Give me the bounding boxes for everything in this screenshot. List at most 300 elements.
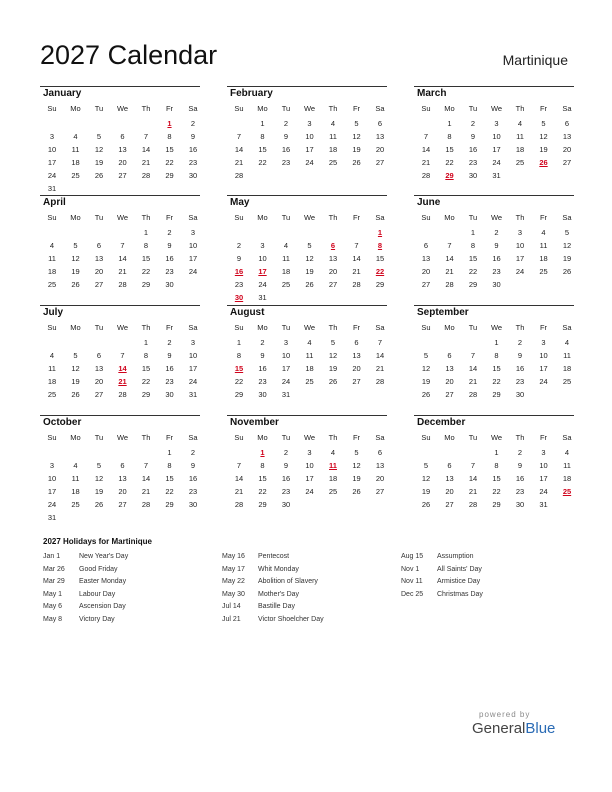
date-cell: 14 xyxy=(118,254,127,263)
holiday-entry xyxy=(222,590,299,600)
date-cell: 28 xyxy=(468,500,478,509)
weekday-header: We xyxy=(116,104,129,113)
weekday-header: Sa xyxy=(188,104,198,113)
month-divider xyxy=(227,415,387,416)
weekday-header: We xyxy=(116,433,129,442)
weekday-header: Su xyxy=(234,433,244,442)
date-cell: 16 xyxy=(515,474,525,483)
holiday-entry xyxy=(222,577,318,587)
date-cell: 22 xyxy=(492,377,501,386)
weekday-header: Fr xyxy=(539,433,548,442)
holiday-date: 1 xyxy=(167,119,172,128)
date-cell: 3 xyxy=(307,119,312,128)
date-cell: 19 xyxy=(562,254,572,263)
date-cell: 27 xyxy=(445,500,454,509)
date-cell: 14 xyxy=(468,474,478,483)
date-cell: 12 xyxy=(352,132,361,141)
date-cell: 22 xyxy=(468,267,478,276)
date-cell: 6 xyxy=(447,351,452,360)
date-cell: 9 xyxy=(517,461,523,470)
date-cell: 9 xyxy=(260,351,265,360)
date-cell: 20 xyxy=(352,364,361,373)
date-cell: 1 xyxy=(167,448,172,457)
date-cell: 7 xyxy=(143,461,149,470)
date-cell: 2 xyxy=(260,338,265,347)
date-cell: 25 xyxy=(305,377,314,386)
date-cell: 22 xyxy=(165,158,174,167)
date-cell: 16 xyxy=(492,254,501,263)
weekday-header: Su xyxy=(234,104,244,113)
weekday-header: Mo xyxy=(444,213,455,222)
month-divider xyxy=(40,415,200,416)
date-cell: 29 xyxy=(468,280,478,289)
date-cell: 11 xyxy=(563,461,571,470)
date-cell: 19 xyxy=(352,145,361,154)
date-cell: 11 xyxy=(71,474,80,483)
date-cell: 10 xyxy=(258,254,267,263)
holiday-entry-date: Jan 1 xyxy=(43,553,61,560)
month-divider xyxy=(227,86,387,87)
date-cell: 12 xyxy=(352,461,361,470)
date-cell: 20 xyxy=(375,474,385,483)
weekday-header: Fr xyxy=(539,323,548,332)
date-cell: 12 xyxy=(421,364,431,373)
date-cell: 21 xyxy=(468,377,478,386)
date-cell: 13 xyxy=(375,461,385,470)
date-cell: 12 xyxy=(305,254,314,263)
holiday-entry xyxy=(222,615,324,625)
weekday-header: Tu xyxy=(94,104,104,113)
date-cell: 31 xyxy=(47,184,57,193)
date-cell: 19 xyxy=(71,267,80,276)
date-cell: 20 xyxy=(421,267,431,276)
date-cell: 23 xyxy=(234,280,244,289)
month-divider xyxy=(40,195,200,196)
date-cell: 23 xyxy=(165,267,174,276)
date-cell: 30 xyxy=(258,390,267,399)
date-cell: 11 xyxy=(282,254,290,263)
date-cell: 10 xyxy=(47,145,57,154)
date-cell: 3 xyxy=(49,461,55,470)
holiday-entry xyxy=(222,565,299,575)
date-cell: 10 xyxy=(539,351,548,360)
holiday-entry-name: Armistice Day xyxy=(437,578,481,586)
date-cell: 9 xyxy=(190,132,196,141)
date-cell: 16 xyxy=(515,364,525,373)
holiday-entry-name: Mother's Day xyxy=(258,590,300,598)
date-cell: 5 xyxy=(330,338,336,347)
weekday-header: Fr xyxy=(352,213,361,222)
date-cell: 24 xyxy=(47,500,57,509)
date-cell: 4 xyxy=(564,448,570,457)
holiday-entry-name: New Year's Day xyxy=(79,553,129,560)
holiday-entry-name: Victory Day xyxy=(79,616,115,623)
date-cell: 13 xyxy=(562,132,572,141)
date-cell: 29 xyxy=(258,500,267,509)
date-cell: 24 xyxy=(539,377,548,386)
weekday-header: We xyxy=(303,213,316,222)
date-cell: 30 xyxy=(165,280,174,289)
month-name: December xyxy=(417,417,466,428)
holiday-entry-name: Pentecost xyxy=(258,553,290,560)
date-cell: 18 xyxy=(47,377,57,386)
holiday-entry-date: Aug 15 xyxy=(401,553,424,560)
date-cell: 19 xyxy=(94,487,104,496)
date-cell: 25 xyxy=(281,280,291,289)
date-cell: 15 xyxy=(141,364,151,373)
date-cell: 19 xyxy=(352,474,361,483)
date-cell: 29 xyxy=(165,171,174,180)
date-cell: 7 xyxy=(120,241,125,250)
weekday-header: Fr xyxy=(165,433,174,442)
weekday-header: Sa xyxy=(562,433,572,442)
date-cell: 11 xyxy=(71,145,80,154)
date-cell: 1 xyxy=(260,119,265,128)
date-cell: 8 xyxy=(236,351,242,360)
holiday-entry xyxy=(401,565,482,575)
weekday-header: Su xyxy=(47,323,57,332)
month-divider xyxy=(40,305,200,306)
date-cell: 2 xyxy=(283,119,289,128)
holiday-date: 1 xyxy=(377,228,383,237)
date-cell: 27 xyxy=(118,500,127,509)
holiday-entry-name: Easter Monday xyxy=(79,578,127,586)
weekday-header: Tu xyxy=(281,104,291,113)
date-cell: 22 xyxy=(234,377,244,386)
brand-text-general: General xyxy=(472,720,526,737)
month-divider xyxy=(414,415,574,416)
date-cell: 8 xyxy=(143,351,149,360)
date-cell: 3 xyxy=(190,338,196,347)
brand-logo[interactable] xyxy=(472,720,555,737)
date-cell: 30 xyxy=(281,500,291,509)
weekday-header: Th xyxy=(328,323,338,332)
date-cell: 24 xyxy=(539,487,548,496)
date-cell: 18 xyxy=(281,267,291,276)
weekday-header: Mo xyxy=(444,433,455,442)
date-cell: 3 xyxy=(494,119,499,128)
holiday-entry-date: Nov 11 xyxy=(401,578,423,586)
date-cell: 10 xyxy=(281,351,291,360)
date-cell: 16 xyxy=(165,364,174,373)
date-cell: 12 xyxy=(328,351,338,360)
date-cell: 31 xyxy=(492,171,501,180)
holiday-entry-name: Good Friday xyxy=(79,565,118,573)
date-cell: 8 xyxy=(494,351,499,360)
date-cell: 30 xyxy=(492,280,501,289)
holiday-entry-name: Abolition of Slavery xyxy=(258,578,318,586)
date-cell: 22 xyxy=(258,158,267,167)
date-cell: 11 xyxy=(563,351,571,360)
holiday-date: 21 xyxy=(118,377,127,386)
weekday-header: Tu xyxy=(468,323,478,332)
month-name: March xyxy=(417,88,447,99)
date-cell: 5 xyxy=(307,241,312,250)
date-cell: 10 xyxy=(515,241,525,250)
holiday-date: 1 xyxy=(260,448,265,457)
date-cell: 2 xyxy=(167,228,172,237)
date-cell: 17 xyxy=(47,158,57,167)
date-cell: 24 xyxy=(492,158,501,167)
date-cell: 1 xyxy=(470,228,476,237)
date-cell: 1 xyxy=(143,338,149,347)
date-cell: 23 xyxy=(188,158,198,167)
date-cell: 8 xyxy=(447,132,452,141)
date-cell: 21 xyxy=(445,267,454,276)
date-cell: 18 xyxy=(515,145,525,154)
date-cell: 27 xyxy=(352,377,361,386)
weekday-header: Tu xyxy=(468,433,478,442)
date-cell: 22 xyxy=(258,487,267,496)
date-cell: 7 xyxy=(470,351,476,360)
date-cell: 28 xyxy=(118,390,127,399)
date-cell: 27 xyxy=(562,158,572,167)
date-cell: 29 xyxy=(492,500,501,509)
date-cell: 3 xyxy=(307,448,312,457)
date-cell: 6 xyxy=(447,461,452,470)
weekday-header: Fr xyxy=(352,433,361,442)
date-cell: 5 xyxy=(73,351,78,360)
weekday-header: Tu xyxy=(468,213,478,222)
weekday-header: Mo xyxy=(257,323,268,332)
weekday-header: Mo xyxy=(257,433,268,442)
date-cell: 17 xyxy=(188,254,198,263)
date-cell: 3 xyxy=(260,241,265,250)
date-cell: 25 xyxy=(47,390,57,399)
date-cell: 14 xyxy=(141,145,151,154)
date-cell: 9 xyxy=(517,351,523,360)
date-cell: 19 xyxy=(71,377,80,386)
date-cell: 4 xyxy=(330,119,336,128)
date-cell: 29 xyxy=(141,280,151,289)
date-cell: 6 xyxy=(377,448,383,457)
date-cell: 21 xyxy=(375,364,385,373)
date-cell: 4 xyxy=(49,351,55,360)
weekday-header: Su xyxy=(234,323,244,332)
holiday-entry-date: Dec 25 xyxy=(401,590,424,598)
date-cell: 7 xyxy=(143,132,149,141)
date-cell: 28 xyxy=(421,171,431,180)
date-cell: 28 xyxy=(468,390,478,399)
holiday-entry-name: All Saints' Day xyxy=(437,565,482,573)
date-cell: 6 xyxy=(564,119,570,128)
date-cell: 20 xyxy=(118,158,127,167)
holiday-date: 11 xyxy=(329,461,337,470)
country-name: Martinique xyxy=(502,52,568,68)
date-cell: 6 xyxy=(120,132,125,141)
weekday-header: We xyxy=(490,433,503,442)
date-cell: 15 xyxy=(258,474,267,483)
date-cell: 10 xyxy=(188,351,198,360)
date-cell: 6 xyxy=(96,241,102,250)
date-cell: 14 xyxy=(234,474,244,483)
date-cell: 21 xyxy=(234,487,244,496)
date-cell: 14 xyxy=(141,474,151,483)
date-cell: 5 xyxy=(541,119,546,128)
date-cell: 3 xyxy=(517,228,523,237)
date-cell: 31 xyxy=(47,513,57,522)
date-cell: 16 xyxy=(188,474,198,483)
date-cell: 3 xyxy=(283,338,289,347)
weekday-header: Sa xyxy=(562,213,572,222)
date-cell: 10 xyxy=(305,132,314,141)
date-cell: 29 xyxy=(165,500,174,509)
date-cell: 13 xyxy=(94,364,104,373)
date-cell: 5 xyxy=(423,351,429,360)
date-cell: 20 xyxy=(445,487,454,496)
date-cell: 28 xyxy=(234,171,244,180)
date-cell: 26 xyxy=(328,377,338,386)
date-cell: 9 xyxy=(167,351,172,360)
date-cell: 21 xyxy=(141,158,151,167)
date-cell: 4 xyxy=(73,461,78,470)
date-cell: 2 xyxy=(517,338,523,347)
weekday-header: Fr xyxy=(165,323,174,332)
date-cell: 22 xyxy=(141,377,151,386)
date-cell: 26 xyxy=(421,500,431,509)
date-cell: 16 xyxy=(281,145,291,154)
date-cell: 19 xyxy=(421,487,431,496)
date-cell: 7 xyxy=(447,241,452,250)
date-cell: 10 xyxy=(305,461,314,470)
holiday-entry-name: Ascension Day xyxy=(79,603,126,611)
holiday-entry-name: Bastille Day xyxy=(258,603,295,611)
date-cell: 30 xyxy=(468,171,478,180)
date-cell: 8 xyxy=(167,461,172,470)
month-divider xyxy=(414,305,574,306)
holiday-entry xyxy=(401,590,483,600)
date-cell: 24 xyxy=(188,267,198,276)
date-cell: 4 xyxy=(49,241,55,250)
date-cell: 13 xyxy=(94,254,104,263)
date-cell: 9 xyxy=(236,254,242,263)
holiday-entry-date: Jul 21 xyxy=(222,616,241,623)
month-name: November xyxy=(230,417,279,428)
date-cell: 2 xyxy=(470,119,476,128)
holiday-entry-name: Christmas Day xyxy=(437,590,483,598)
date-cell: 18 xyxy=(71,158,80,167)
weekday-header: Sa xyxy=(375,323,385,332)
date-cell: 23 xyxy=(165,377,174,386)
date-cell: 20 xyxy=(328,267,338,276)
date-cell: 28 xyxy=(375,377,385,386)
date-cell: 4 xyxy=(307,338,312,347)
date-cell: 30 xyxy=(188,500,198,509)
date-cell: 23 xyxy=(258,377,267,386)
holiday-entry-name: Assumption xyxy=(437,553,474,560)
date-cell: 14 xyxy=(421,145,431,154)
holiday-entry-date: Nov 1 xyxy=(401,565,420,573)
date-cell: 27 xyxy=(94,280,104,289)
date-cell: 17 xyxy=(305,145,314,154)
weekday-header: We xyxy=(490,104,503,113)
date-cell: 7 xyxy=(377,338,383,347)
weekday-header: Th xyxy=(141,323,151,332)
date-cell: 22 xyxy=(492,487,501,496)
date-cell: 17 xyxy=(492,145,501,154)
date-cell: 6 xyxy=(354,338,359,347)
weekday-header: Mo xyxy=(257,104,268,113)
weekday-header: Th xyxy=(328,213,338,222)
date-cell: 23 xyxy=(492,267,501,276)
date-cell: 17 xyxy=(539,474,548,483)
holiday-entry-date: Mar 26 xyxy=(43,565,65,573)
date-cell: 4 xyxy=(564,338,570,347)
weekday-header: Tu xyxy=(281,213,291,222)
brand-text-blue: Blue xyxy=(525,720,556,737)
date-cell: 19 xyxy=(328,364,338,373)
date-cell: 20 xyxy=(562,145,572,154)
date-cell: 12 xyxy=(71,254,80,263)
date-cell: 5 xyxy=(73,241,78,250)
date-cell: 25 xyxy=(562,377,572,386)
holiday-entry xyxy=(401,577,480,587)
holiday-entry xyxy=(43,590,115,600)
date-cell: 19 xyxy=(421,377,431,386)
holiday-entry xyxy=(43,552,128,562)
date-cell: 15 xyxy=(165,145,174,154)
holiday-entry xyxy=(222,602,295,612)
weekday-header: Sa xyxy=(562,104,572,113)
date-cell: 24 xyxy=(258,280,267,289)
date-cell: 13 xyxy=(118,474,127,483)
date-cell: 31 xyxy=(281,390,291,399)
date-cell: 28 xyxy=(234,500,244,509)
date-cell: 26 xyxy=(562,267,572,276)
date-cell: 26 xyxy=(71,280,80,289)
date-cell: 15 xyxy=(492,364,501,373)
date-cell: 7 xyxy=(423,132,429,141)
weekday-header: Sa xyxy=(188,323,198,332)
holiday-entry xyxy=(43,577,126,587)
date-cell: 17 xyxy=(515,254,525,263)
date-cell: 28 xyxy=(118,280,127,289)
weekday-header: Sa xyxy=(375,104,385,113)
holiday-entry xyxy=(43,615,115,625)
date-cell: 14 xyxy=(352,254,361,263)
date-cell: 23 xyxy=(281,487,291,496)
date-cell: 26 xyxy=(305,280,314,289)
date-cell: 13 xyxy=(352,351,361,360)
date-cell: 2 xyxy=(167,338,172,347)
weekday-header: Th xyxy=(328,104,338,113)
holiday-date: 15 xyxy=(234,364,244,373)
holiday-date: 22 xyxy=(375,267,385,276)
date-cell: 15 xyxy=(445,145,454,154)
date-cell: 7 xyxy=(236,132,242,141)
date-cell: 20 xyxy=(118,487,127,496)
date-cell: 8 xyxy=(470,241,476,250)
date-cell: 12 xyxy=(421,474,431,483)
date-cell: 9 xyxy=(190,461,196,470)
date-cell: 16 xyxy=(468,145,478,154)
month-name: July xyxy=(43,307,64,318)
date-cell: 27 xyxy=(328,280,338,289)
date-cell: 12 xyxy=(94,474,104,483)
weekday-header: Su xyxy=(421,433,431,442)
holiday-entry xyxy=(43,602,126,612)
date-cell: 26 xyxy=(71,390,80,399)
date-cell: 7 xyxy=(470,461,476,470)
date-cell: 9 xyxy=(470,132,476,141)
holiday-entry-date: May 22 xyxy=(222,578,245,586)
weekday-header: Mo xyxy=(70,433,81,442)
date-cell: 3 xyxy=(541,448,546,457)
date-cell: 27 xyxy=(94,390,104,399)
date-cell: 23 xyxy=(188,487,198,496)
month-divider xyxy=(414,86,574,87)
date-cell: 16 xyxy=(281,474,291,483)
